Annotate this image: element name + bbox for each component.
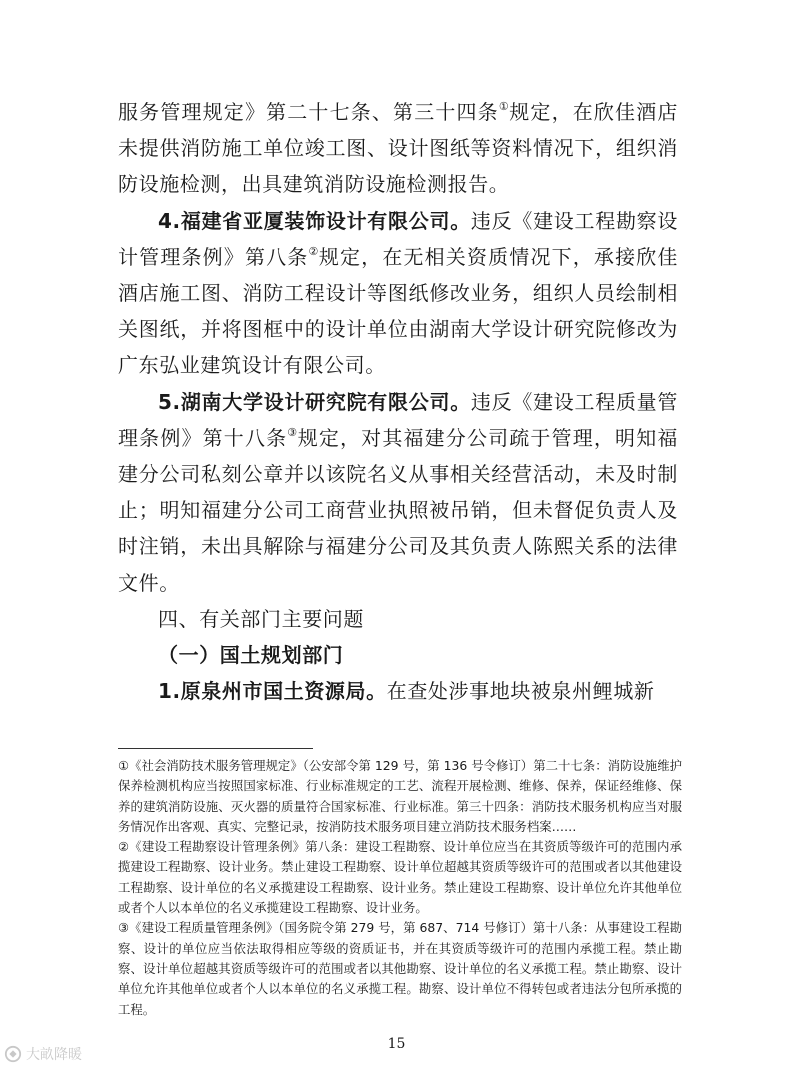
footnote-divider — [118, 748, 313, 749]
footnote-ref-1[interactable]: ① — [498, 100, 510, 113]
item-lead: 1.原泉州市国土资源局。 — [158, 679, 387, 704]
paragraph-item-4: 4.福建省亚厦装饰设计有限公司。违反《建设工程勘察设计管理条例》第八条②规定，在无相关资质情况下，承接欣佳酒店施工图、消防工程设计等图纸修改业务，组织人员绘制相关图纸，并将图框中的设计单位由湖南大学设计研究院修改为广东弘业建筑设计有限公司。 — [118, 208, 678, 378]
page-number: 15 — [387, 1036, 406, 1052]
watermark-logo-icon — [4, 1045, 22, 1063]
paragraph-continued: 服务管理规定》第二十七条、第三十四条①规定，在欣佳酒店未提供消防施工单位竣工图、设计图纸等资料情况下，组织消防设施检测，出具建筑消防设施检测报告。 — [118, 100, 678, 197]
footnote-ref-3[interactable]: ③ — [287, 425, 298, 439]
watermark-text: 大畝降暖 — [26, 1047, 82, 1063]
paragraph-item-1: 1.原泉州市国土资源局。在查处涉事地块被泉州鲤城新 — [158, 679, 655, 704]
item-lead: 4.福建省亚厦装饰设计有限公司。 — [158, 208, 471, 233]
body-text — [118, 94, 678, 709]
footnote-3: ③《建设工程质量管理条例》（国务院令第 279 号，第 687、714 号修订）第十八条：从事建设工程勘察、设计的单位应当依法取得相应等级的资质证书，并在其资质等级许可的范围内承揽工程。禁止勘察、设计单位超越其资质等级许可的范围或者以其他勘察、设计单位的名义承揽工程。禁止勘察、设计单位允许其他单位或者个人以本单位的名义承揽工程。勘察、设计单位不得转包或者违法分包所承揽的工程。 — [118, 920, 682, 1017]
footnote-1: ①《社会消防技术服务管理规定》（公安部令第 129 号，第 136 号令修订）第二十七条：消防设施维护保养检测机构应当按照国家标准、行业标准规定的工艺、流程开展检测、维修、保养，保证经维修、保养的建筑消防设施、灭火器的质量符合国家标准、行业标准。第三十四条：消防技术服务机构应当对服务情况作出客观、真实、完整记录，按消防技术服务项目建立消防技术服务档案…… — [118, 758, 682, 834]
footnote-2: ②《建设工程勘察设计管理条例》第八条：建设工程勘察、设计单位应当在其资质等级许可的范围内承揽建设工程勘察、设计业务。禁止建设工程勘察、设计单位超越其资质等级许可的范围或者以其他建设工程勘察、设计单位的名义承揽建设工程勘察、设计业务。禁止建设工程勘察、设计单位允许其他单位或者个人以本单位的名义承揽建设工程勘察、设计业务。 — [118, 839, 682, 916]
footnotes — [118, 756, 682, 1020]
watermark — [4, 1044, 82, 1064]
item-lead: 5.湖南大学设计研究院有限公司。 — [158, 389, 471, 414]
subsection-heading: （一）国土规划部门 — [158, 643, 344, 668]
section-heading: 四、有关部门主要问题 — [158, 606, 364, 631]
paragraph-item-5: 5.湖南大学设计研究院有限公司。违反《建设工程质量管理条例》第十八条③规定，对其福建分公司疏于管理，明知福建分公司私刻公章并以该院名义从事相关经营活动，未及时制止；明知福建分公司工商营业执照被吊销，但未督促负责人及时注销，未出具解除与福建分公司及其负责人陈熙关系的法律文件。 — [118, 389, 678, 595]
footnote-ref-2[interactable]: ② — [308, 244, 319, 258]
